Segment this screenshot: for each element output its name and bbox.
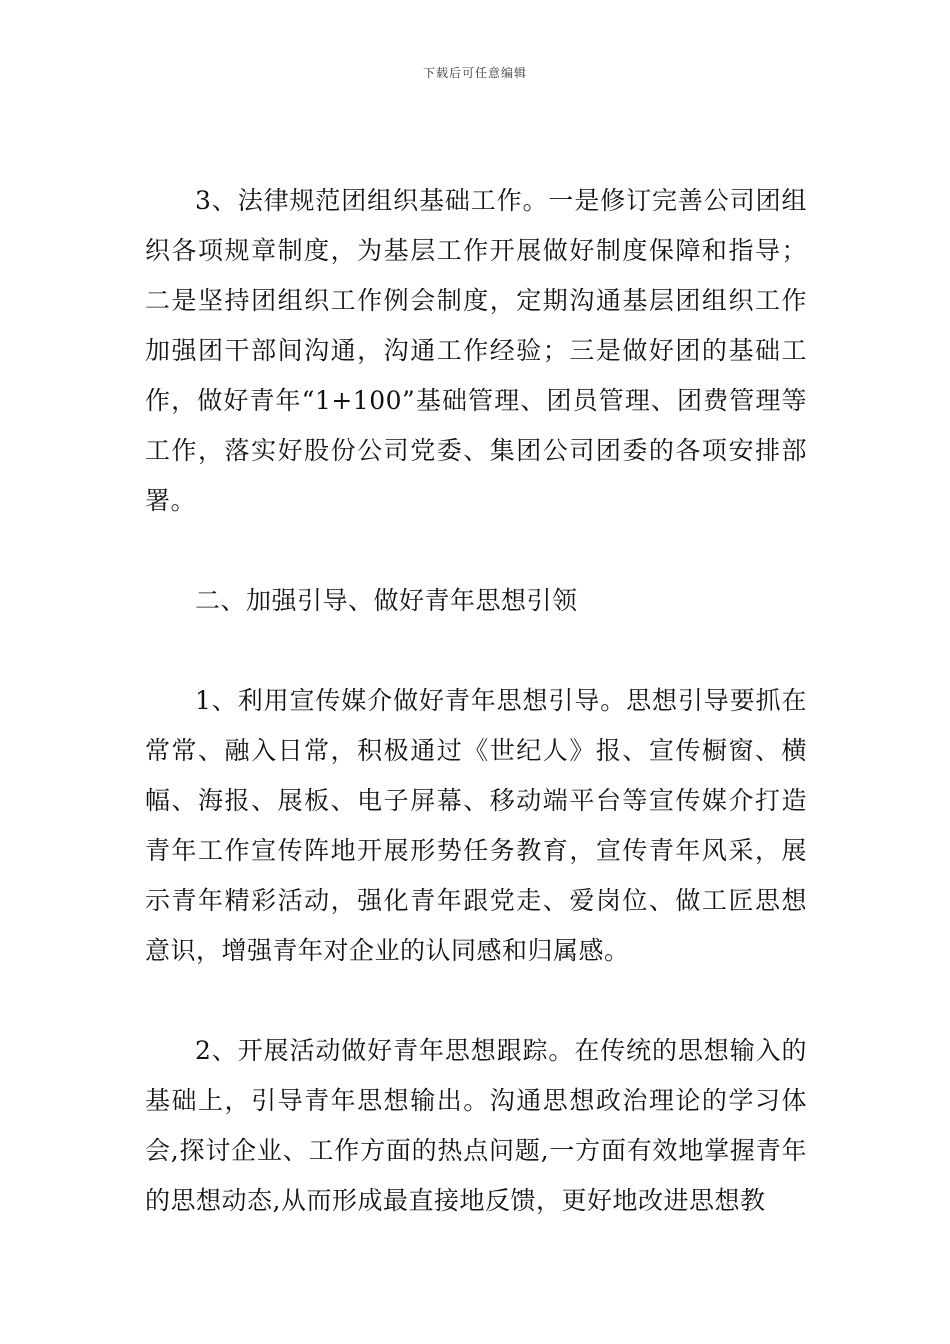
page-header-note: 下载后可任意编辑 xyxy=(422,66,527,80)
paragraph-activity-tracking: 2、开展活动做好青年思想跟踪。在传统的思想输入的基础上，引导青年思想输出。沟通思想政治理论的学习体会,探讨企业、工作方面的热点问题,一方面有效地掌握青年的思想动态,从而形成最直接地反馈，更好地改进思想教 xyxy=(145,1036,807,1215)
document-body xyxy=(145,176,807,1226)
section-heading: 二、加强引导、做好青年思想引领 xyxy=(195,586,578,615)
paragraph-basic-work: 3、法律规范团组织基础工作。一是修订完善公司团组织各项规章制度，为基层工作开展做好制度保障和指导；二是坚持团组织工作例会制度，定期沟通基层团组织工作加强团干部间沟通，沟通工作经验；三是做好团的基础工作，做好青年“1+100”基础管理、团员管理、团费管理等工作，落实好股份公司党委、集团公司团委的各项安排部署。 xyxy=(145,186,807,515)
paragraph-media-guidance: 1、利用宣传媒介做好青年思想引导。思想引导要抓在常常、融入日常，积极通过《世纪人》报、宣传橱窗、横幅、海报、展板、电子屏幕、移动端平台等宣传媒介打造青年工作宣传阵地开展形势任务教育，宣传青年风采，展示青年精彩活动，强化青年跟党走、爱岗位、做工匠思想意识，增强青年对企业的认同感和归属感。 xyxy=(145,686,807,965)
